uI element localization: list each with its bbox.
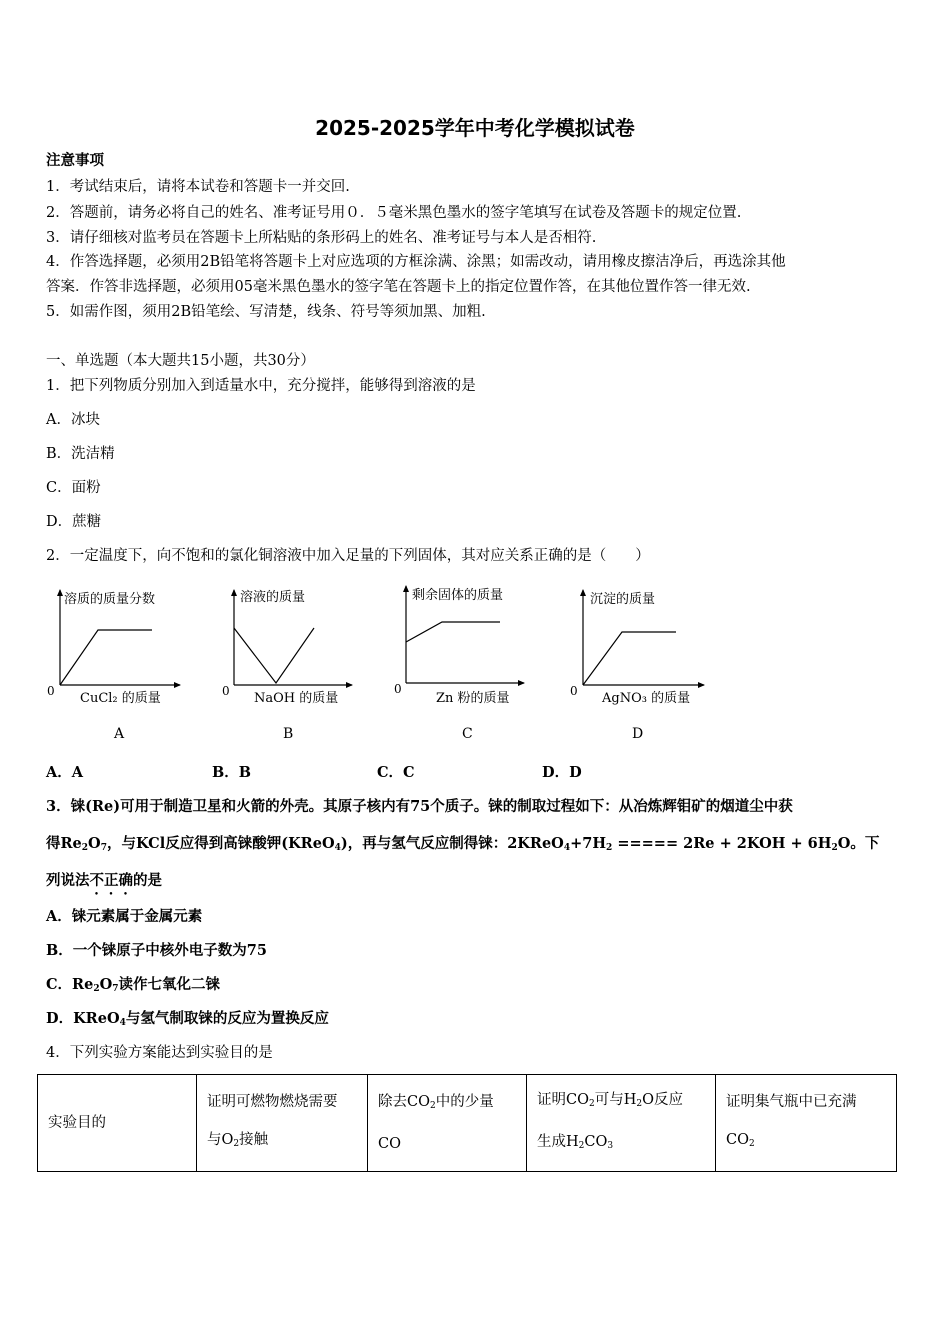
row-header-cell: 实验目的 — [38, 1075, 197, 1172]
graph-c — [394, 586, 524, 742]
graph-d-ylabel: 沉淀的质量 — [590, 592, 656, 607]
emphasis-text: 不正确 — [89, 872, 133, 889]
q3-option-b[interactable]: B．一个铼原子中核外电子数为75 — [46, 942, 267, 959]
question-3-line-3: 列说法不正确的是 — [46, 872, 162, 889]
notice-item: 2．答题前，请务必将自己的姓名、准考证号用０．５毫米黑色墨水的签字笔填写在试卷及答题卡的规定位置. — [46, 205, 742, 221]
q2-option-d[interactable]: D．D — [542, 764, 582, 781]
graph-b-ylabel: 溶液的质量 — [240, 590, 306, 605]
q2-option-c[interactable]: C．C — [377, 764, 415, 781]
graph-a-xlabel: CuCl₂ 的质量 — [80, 691, 161, 706]
graph-a — [47, 590, 180, 742]
graph-a-letter: A — [114, 726, 125, 742]
graph-d-xlabel: AgNO₃ 的质量 — [602, 691, 691, 706]
graph-b-curve — [234, 628, 314, 683]
notice-item: 5．如需作图，须用2B铅笔绘、写清楚，线条、符号等须加黑、加粗. — [46, 304, 486, 320]
section-heading: 一、单选题（本大题共15小题，共30分） — [46, 353, 315, 369]
table-cell: 证明可燃物燃烧需要 与$O_2$接触 — [197, 1075, 368, 1172]
graph-c-letter: C — [462, 726, 473, 742]
q3-option-c[interactable]: C．$Re_2O_7$读作七氧化二铼 — [46, 976, 220, 994]
graph-d-curve — [583, 632, 676, 685]
graph-c-xlabel: Zn 粉的质量 — [436, 691, 510, 706]
question-3-line-2: 得$Re_2O_7$，与KCl反应得到高铼酸钾(KReO$_4$)，再与氢气反应制得铼：$2KReO_4+7H_2$ ===== $2Re + 2KOH + 6H_2O$。下 — [46, 835, 880, 853]
q3-option-a[interactable]: A．铼元素属于金属元素 — [46, 908, 203, 925]
graph-b-letter: B — [283, 726, 294, 742]
notice-item: 3．请仔细核对监考员在答题卡上所粘贴的条形码上的姓名、准考证号与本人是否相符. — [46, 230, 597, 246]
graph-c-ylabel: 剩余固体的质量 — [412, 588, 504, 603]
question-3-line-1: 3．铼(Re)可用于制造卫星和火箭的外壳。其原子核内有75个质子。铼的制取过程如下：从冶炼辉钼矿的烟道尘中获 — [46, 798, 793, 815]
table-cell: 除去$CO_2$中的少量 CO — [368, 1075, 527, 1172]
notice-heading: 注意事项 — [46, 152, 104, 169]
notice-item: 1．考试结束后，请将本试卷和答题卡一并交回. — [46, 179, 350, 195]
table-cell: 证明$CO_2$可与$H_2O$反应 生成$H_2CO_3$ — [527, 1075, 716, 1172]
table-row — [38, 1075, 897, 1172]
graph-a-origin: 0 — [47, 684, 55, 698]
q1-option-d[interactable]: D．蔗糖 — [46, 514, 102, 530]
q1-option-a[interactable]: A．冰块 — [46, 412, 100, 428]
graph-c-origin: 0 — [394, 682, 402, 696]
graph-a-curve — [60, 630, 152, 685]
experiment-table — [37, 1074, 897, 1172]
page-title: 2025-2025学年中考化学模拟试卷 — [315, 116, 635, 140]
q1-option-c[interactable]: C．面粉 — [46, 480, 101, 496]
graph-d-letter: D — [632, 726, 644, 742]
graph-b — [222, 589, 352, 742]
graph-c-curve — [406, 622, 500, 642]
q2-option-a[interactable]: A．A — [46, 764, 84, 781]
notice-item: 4．作答选择题，必须用2B铅笔将答题卡上对应选项的方框涂满、涂黑；如需改动，请用橡皮擦洁净后，再选涂其他 — [46, 254, 786, 270]
graph-d-origin: 0 — [570, 684, 578, 698]
graph-b-xlabel: NaOH 的质量 — [254, 691, 339, 706]
graph-a-ylabel: 溶质的质量分数 — [64, 592, 156, 607]
question-4-stem: 4．下列实验方案能达到实验目的是 — [46, 1045, 273, 1061]
q2-option-b[interactable]: B．B — [212, 764, 252, 781]
graph-d — [570, 590, 704, 742]
question-2-stem: 2．一定温度下，向不饱和的氯化铜溶液中加入足量的下列固体，其对应关系正确的是（ ） — [46, 548, 650, 564]
q2-graphs — [40, 580, 720, 750]
q3-option-d[interactable]: D．KReO$_4$与氢气制取铼的反应为置换反应 — [46, 1010, 329, 1028]
graph-b-origin: 0 — [222, 684, 230, 698]
table-cell: 证明集气瓶中已充满 $CO_2$ — [716, 1075, 897, 1172]
notice-item: 答案．作答非选择题，必须用05毫米黑色墨水的签字笔在答题卡上的指定位置作答，在其他位置作答一律无效. — [46, 279, 751, 295]
question-1-stem: 1．把下列物质分别加入到适量水中，充分搅拌，能够得到溶液的是 — [46, 378, 476, 394]
q1-option-b[interactable]: B．洗洁精 — [46, 446, 115, 462]
